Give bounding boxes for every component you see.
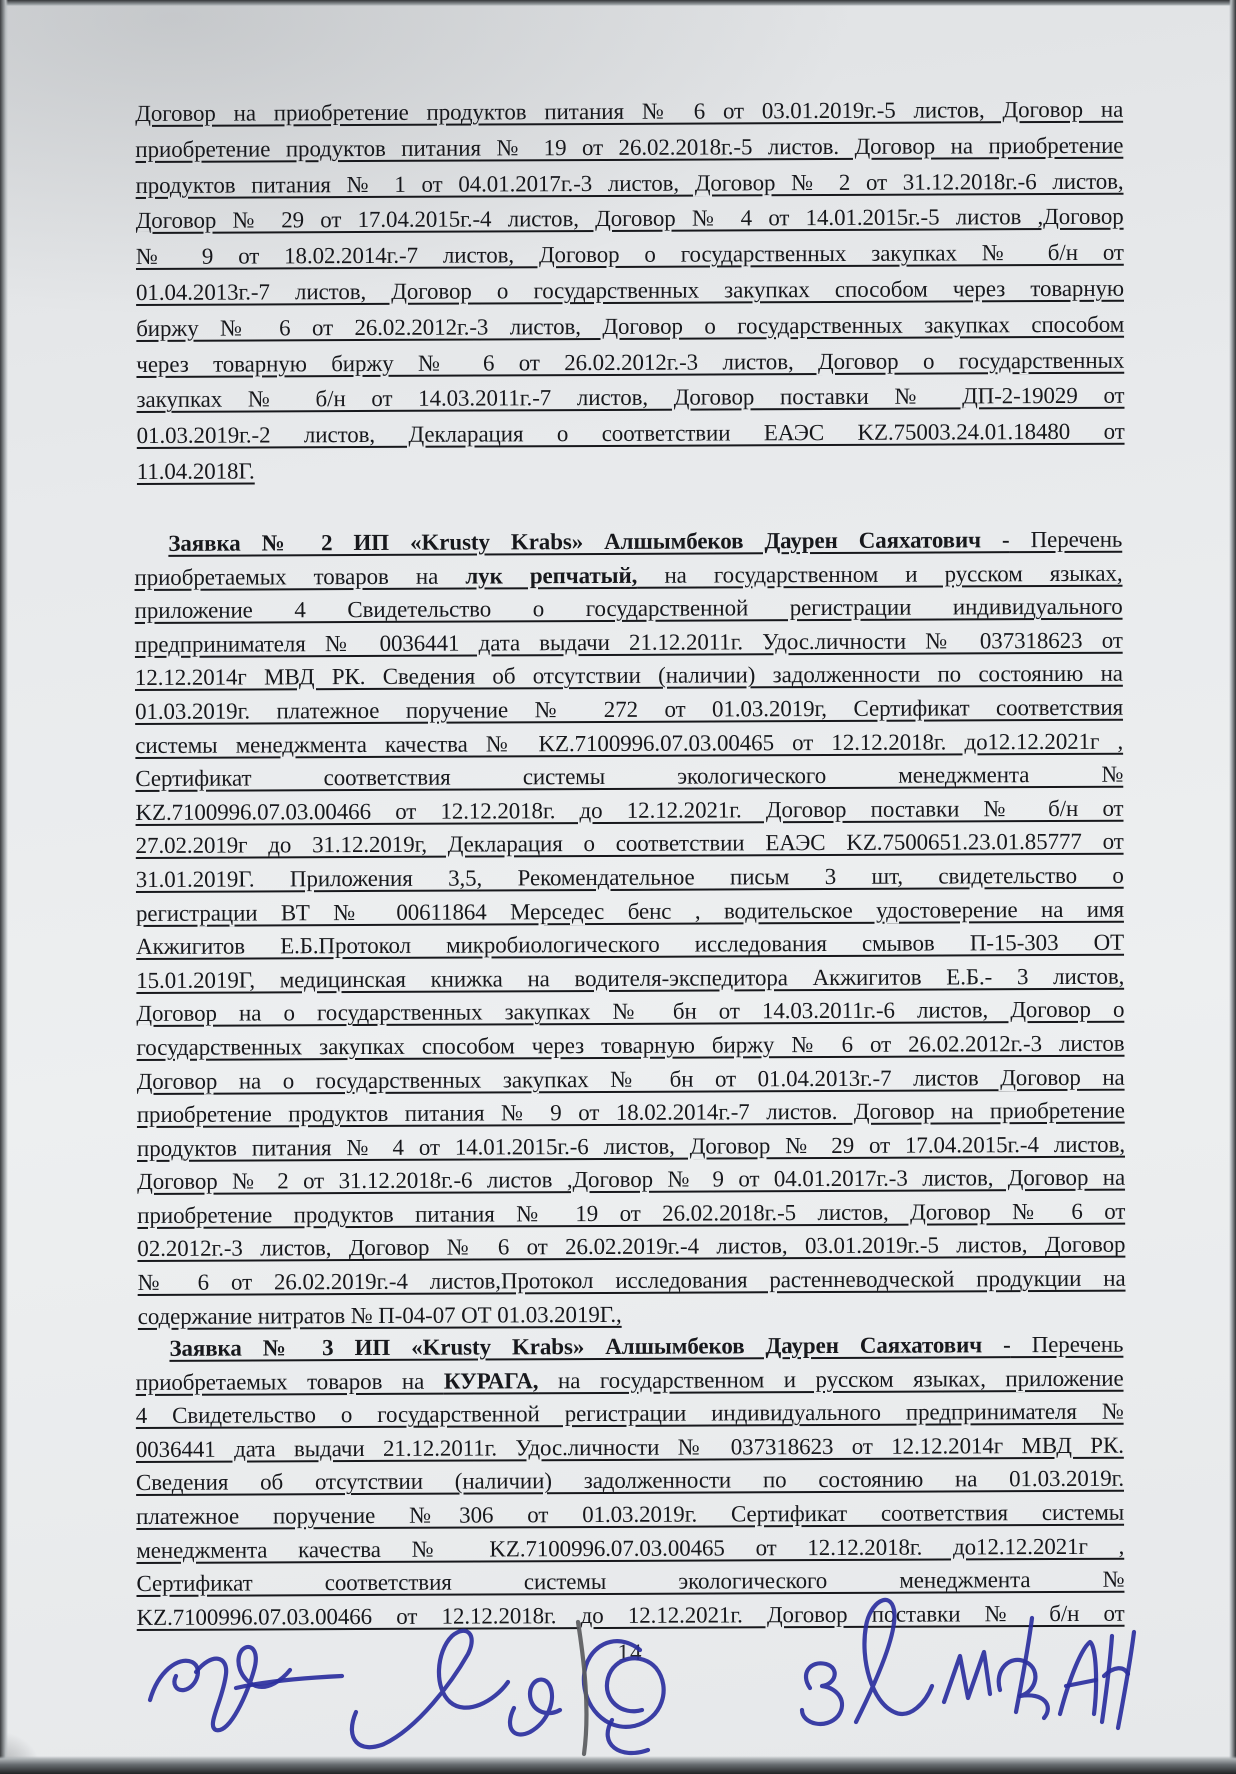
text-segment: 01.03.2019г.-2 листов, Декларация о соответствии ЕАЭС KZ.75003.24.01.18480 от <box>136 418 1125 449</box>
text-segment: Договор на о государственных закупках № бн от 14.03.2011г.-6 листов, Договор о <box>136 997 1125 1027</box>
text-segment: 02.2012г.-3 листов, Договор № 6 от 26.02.2019г.-4 листов, 03.01.2019г.-5 листов, Договор <box>137 1232 1126 1262</box>
text-line <box>135 623 1123 661</box>
bold-text-segment: Заявка № 3 ИП «Krusty Krabs» Алшымбеков Даурен Саяхатович - <box>169 1332 1011 1361</box>
signature-5 <box>944 1618 1048 1718</box>
text-line <box>136 892 1124 930</box>
signature-strip <box>0 1560 1236 1774</box>
text-segment: через товарную биржу № 6 от 26.02.2012г.-3 листов, Договор о государственных <box>136 347 1125 377</box>
text-segment: приобретаемых товаров на <box>135 1368 444 1395</box>
text-line <box>135 1361 1123 1399</box>
text-segment: продуктов питания № 4 от 14.01.2015г.-6 листов, Договор № 29 от 17.04.2015г.-4 листов, <box>136 1131 1125 1161</box>
text-segment: 4 Свидетельство о государственной регистрации индивидуального предпринимателя № <box>135 1398 1124 1429</box>
bold-text-segment: КУРАГА, <box>443 1367 539 1394</box>
pencil-stroke <box>578 1622 586 1754</box>
text-line <box>135 163 1123 203</box>
text-line <box>135 791 1123 829</box>
signature-6 <box>1060 1632 1134 1728</box>
text-line <box>135 590 1123 628</box>
text-line <box>135 127 1123 167</box>
text-segment: приложение 4 Свидетельство о государственной регистрации индивидуального <box>134 593 1123 624</box>
text-segment: государственных закупках способом через товарную биржу № 6 от 26.02.2012г.-3 листов <box>136 1030 1125 1060</box>
text-segment: Договор № 2 от 31.12.2018г.-6 листов ,Договор № 9 от 04.01.2017г.-3 листов, Договор на <box>137 1164 1126 1195</box>
text-line <box>136 306 1124 346</box>
signature-1 <box>150 1647 342 1730</box>
text-line <box>136 271 1124 311</box>
text-segment: KZ.7100996.07.03.00466 от 12.12.2018г. до 12.12.2021г. Договор поставки № б/н от <box>135 795 1124 825</box>
text-segment: 27.02.2019г до 31.12.2019г, Декларация о соответствии ЕАЭС KZ.7500651.23.01.85777 от <box>135 829 1124 859</box>
text-line <box>136 235 1124 275</box>
text-segment: регистрации ВТ № 00611864 Мерседес бенс , водительское удостоверение на имя <box>135 896 1124 926</box>
text-segment: Перечень <box>1009 526 1123 553</box>
signature-3 <box>578 1622 664 1754</box>
text-segment: № 6 от 26.02.2019г.-4 листов,Протокол исследования растенневодческой продукции на <box>137 1265 1126 1296</box>
text-segment: Договор на приобретение продуктов питания № 6 от 03.01.2019г.-5 листов, Договор на <box>135 96 1124 127</box>
text-line <box>134 523 1122 561</box>
text-line <box>136 1496 1124 1534</box>
text-segment: платежное поручение №306 от 01.03.2019г. Сертификат соответствия системы <box>136 1499 1125 1529</box>
text-segment: 31.01.2019Г. Приложения 3,5, Рекомендательное письм 3 шт, свидетельство о <box>135 862 1124 892</box>
text-line <box>136 825 1124 863</box>
text-segment: продуктов питания № 1 от 04.01.2017г.-3 листов, Договор № 2 от 31.12.2018г.-6 листов, <box>135 168 1124 198</box>
text-line <box>137 1228 1125 1266</box>
text-segment: Сертификат соответствия системы экологического менеджмента № <box>136 1566 1125 1597</box>
text-segment: Договор № 29 от 17.04.2015г.-4 листов, Договор № 4 от 14.01.2015г.-5 листов ,Договор <box>135 204 1124 234</box>
signature-4 <box>802 1600 932 1724</box>
text-line <box>136 1462 1124 1500</box>
paragraph-1 <box>135 92 1125 490</box>
text-line <box>135 92 1123 132</box>
text-line <box>136 993 1124 1031</box>
text-segment: Перечень <box>1010 1331 1124 1358</box>
text-segment: предпринимателя № 0036441 дата выдачи 21.12.2011г. Удос.личности № 037318623 от <box>134 627 1123 657</box>
text-segment: 11.04.2018Г. <box>136 458 255 484</box>
scan-edge-left <box>0 0 8 1774</box>
page-number: 14 <box>617 1640 643 1665</box>
text-segment: 01.03.2019г. платежное поручение № 272 от 01.03.2019г, Сертификат соответствия <box>134 694 1124 724</box>
text-line <box>137 1161 1125 1199</box>
text-line <box>137 1127 1125 1165</box>
text-line <box>136 1428 1124 1466</box>
text-line <box>137 450 1125 490</box>
text-segment: приобретение продуктов питания № 19 от 26.02.2018г.-5 листов, Договор № 6 от <box>137 1198 1126 1228</box>
text-line <box>136 859 1124 897</box>
text-line <box>137 1060 1125 1098</box>
text-line <box>135 691 1123 729</box>
bold-text-segment: Заявка № 2 ИП «Krusty Krabs» Алшымбеков Даурен Саяхатович - <box>168 527 1010 556</box>
text-segment: приобретаемых товаров на <box>134 563 466 590</box>
text-line <box>137 1262 1125 1300</box>
text-line <box>136 1027 1124 1065</box>
text-segment: биржу № 6 от 26.02.2012г.-3 листов, Договор о государственных закупках способом <box>136 311 1125 341</box>
scan-edge-right <box>1229 0 1236 1774</box>
text-segment: 01.04.2013г.-7 листов, Договор о государственных закупках способом через товарную <box>135 275 1125 305</box>
text-segment: Договор на о государственных закупках № бн от 01.04.2013г.-7 листов Договор на <box>136 1064 1125 1094</box>
text-segment: Сертификат соответствия системы экологического менеджмента № <box>135 761 1124 792</box>
text-segment: Акжигитов Е.Б.Протокол микробиологического исследования смывов П-15-303 ОТ <box>136 929 1125 960</box>
text-line <box>136 378 1124 418</box>
text-line <box>137 1195 1125 1233</box>
text-segment: приобретение продуктов питания № 19 от 26.02.2018г.-5 листов. Договор на приобретение <box>135 132 1124 162</box>
signature-2 <box>352 1631 560 1747</box>
paragraph-2 <box>134 523 1126 1334</box>
text-segment: Сведения об отсутствии (наличии) задолженности по состоянию на 01.03.2019г. <box>135 1466 1125 1496</box>
text-line <box>136 959 1124 997</box>
text-line <box>137 1094 1125 1132</box>
text-segment: приобретение продуктов питания № 9 от 18.02.2014г.-7 листов. Договор на приобретение <box>136 1097 1125 1128</box>
text-segment: содержание нитратов № П-04-07 ОТ 01.03.2019Г., <box>137 1301 622 1329</box>
text-segment: на государственном и русском языках, <box>637 560 1123 588</box>
text-line <box>135 657 1123 695</box>
text-line <box>134 556 1122 594</box>
text-segment: системы менеджмента качества № KZ.7100996.07.03.00465 от 12.12.2018г. до12.12.2021г , <box>135 728 1124 758</box>
text-line <box>135 724 1123 762</box>
text-segment: закупках № б/н от 14.03.2011г.-7 листов, Договор поставки № ДП-2-19029 от <box>136 383 1125 413</box>
text-segment: № 9 от 18.02.2014г.-7 листов, Договор о государственных закупках № б/н от <box>135 239 1124 270</box>
text-line <box>136 926 1124 964</box>
text-line <box>136 199 1124 239</box>
text-line <box>135 758 1123 796</box>
text-segment: менеджмента качества № KZ.7100996.07.03.00465 от 12.12.2018г. до12.12.2021г , <box>136 1533 1125 1563</box>
text-line <box>136 342 1124 382</box>
text-line <box>137 414 1125 454</box>
bold-text-segment: лук репчатый, <box>465 562 638 589</box>
text-segment: 12.12.2014г МВД РК. Сведения об отсутствии (наличии) задолженности по состоянию на <box>134 661 1123 691</box>
text-segment: на государственном и русском языках, приложение <box>538 1365 1124 1393</box>
text-segment: 15.01.2019Г, медицинская книжка на водителя-экспедитора Акжигитов Е.Б.- 3 листов, <box>136 963 1125 993</box>
text-segment: KZ.7100996.07.03.00466 от 12.12.2018г. до 12.12.2021г. Договор поставки № б/н от <box>136 1600 1125 1630</box>
scan-edge-top <box>0 0 1236 6</box>
text-line <box>135 1328 1123 1366</box>
text-segment: 0036441 дата выдачи 21.12.2011г. Удос.личности № 037318623 от 12.12.2014г МВД РК. <box>135 1432 1124 1462</box>
text-line <box>136 1395 1124 1433</box>
